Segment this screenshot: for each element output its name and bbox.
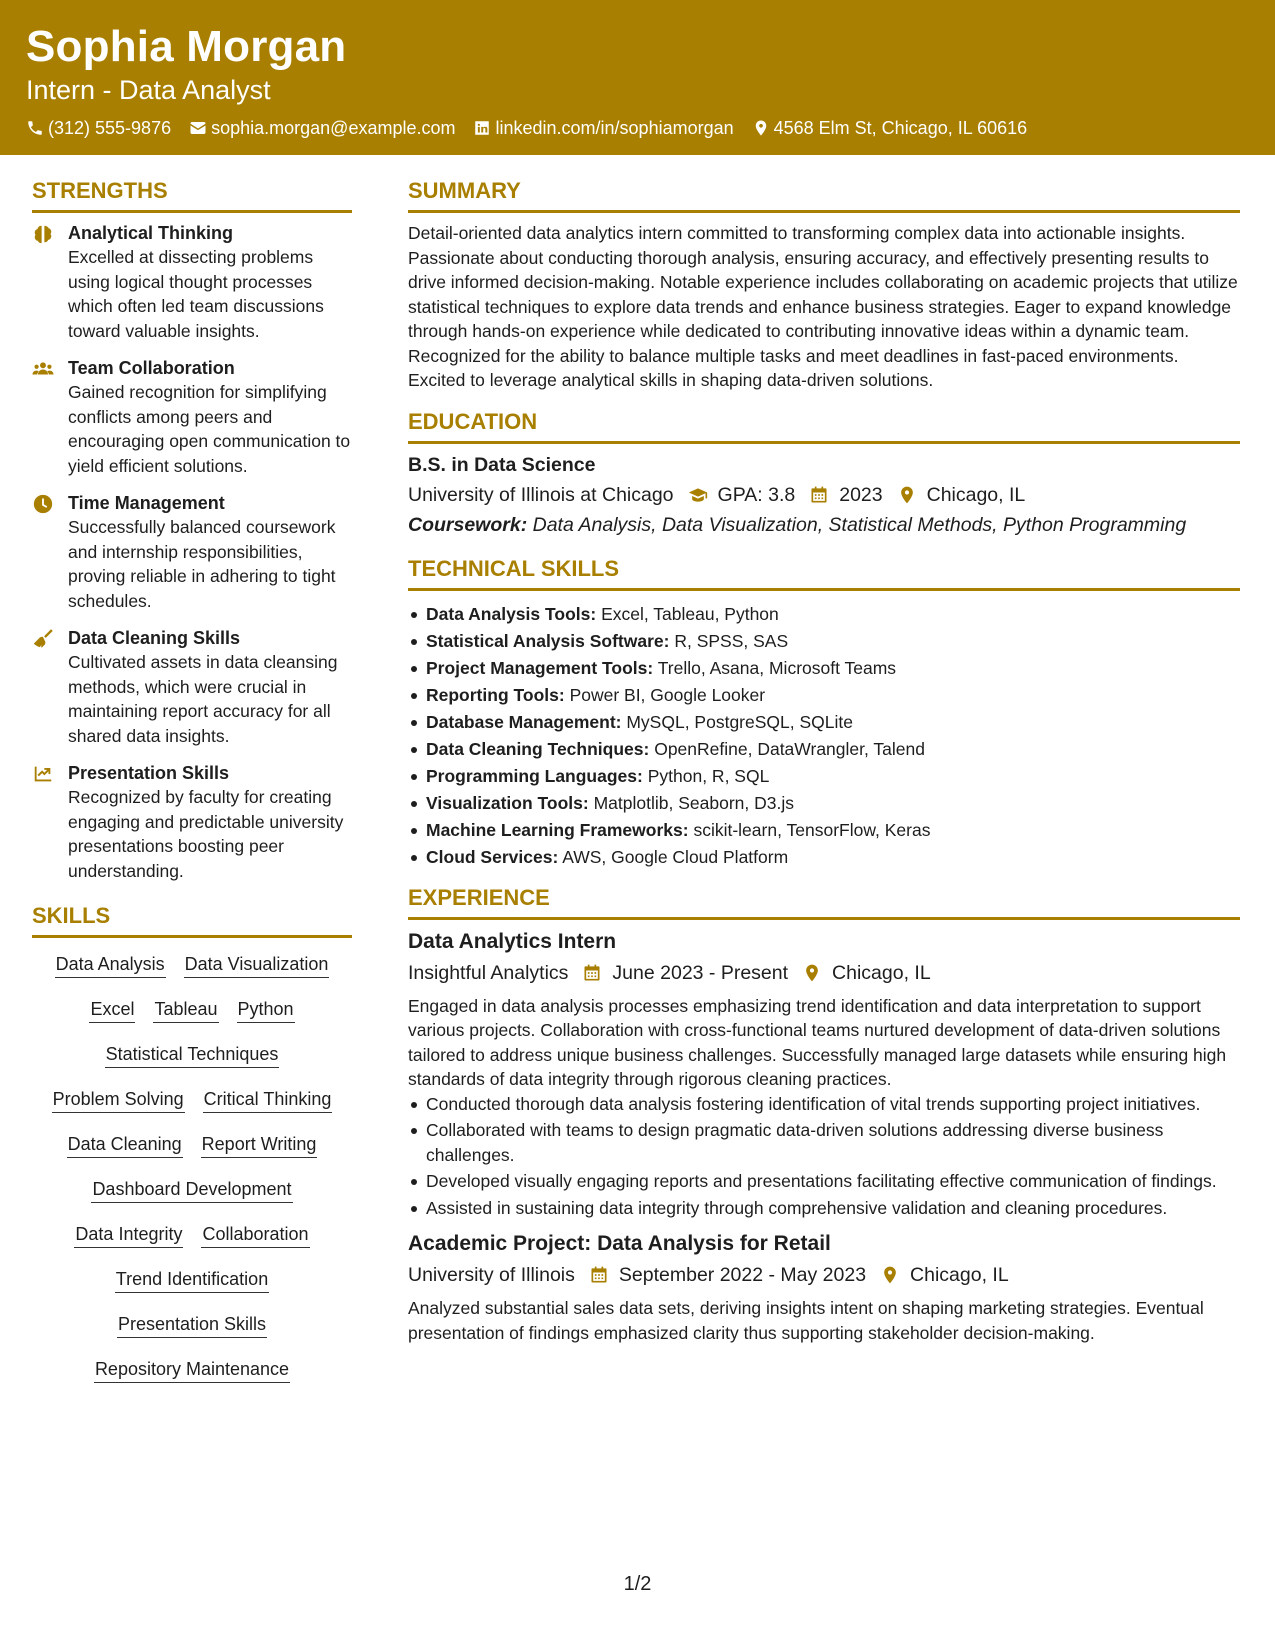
calendar-icon xyxy=(589,1265,609,1285)
experience-heading: EXPERIENCE xyxy=(408,883,1240,920)
strength-title: Data Cleaning Skills xyxy=(68,628,241,648)
skill-tag: Excel xyxy=(89,997,135,1023)
contact-phone[interactable] xyxy=(26,116,171,140)
list-item: Conducted thorough data analysis fostering identification of vital trends supporting project initiatives. xyxy=(408,1092,1240,1117)
job-company: University of Illinois xyxy=(408,1264,575,1286)
users-icon xyxy=(32,358,54,380)
skill-tag: Tableau xyxy=(153,997,218,1023)
map-pin-icon xyxy=(897,485,917,505)
list-item xyxy=(408,817,1240,844)
skill-tag: Data Cleaning xyxy=(67,1132,183,1158)
strength-item xyxy=(32,221,352,343)
chart-line-icon xyxy=(32,763,54,785)
phone-text: (312) 555-9876 xyxy=(48,118,172,138)
tech-skill-value: Matplotlib, Seaborn, D3.js xyxy=(593,792,794,813)
coursework-label: Coursework: xyxy=(408,513,528,536)
job-description: Engaged in data analysis processes emphasizing trend identification and data interpretation to support various projects. Collaboration with cross-functional teams nurtured development of data-driven solutions tailored to address unique business challenges. Successfully managed large datasets while ensuring high standards of data integrity through rigorous cleaning practices. xyxy=(408,995,1227,1089)
map-pin-icon xyxy=(752,119,770,137)
list-item xyxy=(408,790,1240,817)
job-location: Chicago, IL xyxy=(832,961,931,984)
address-text: 4568 Elm St, Chicago, IL 60616 xyxy=(773,118,1028,138)
skill-tag: Report Writing xyxy=(201,1132,318,1158)
left-column xyxy=(32,176,352,1402)
strength-description: Recognized by faculty for creating engaging and predictable university presentations boosting peer understanding. xyxy=(68,787,344,881)
job-location: Chicago, IL xyxy=(910,1264,1009,1286)
skill-tag: Critical Thinking xyxy=(203,1087,333,1113)
list-item xyxy=(408,709,1240,736)
email-text: sophia.morgan@example.com xyxy=(211,118,456,138)
tech-skill-label: Statistical Analysis Software: xyxy=(426,630,670,651)
job-company: Insightful Analytics xyxy=(408,961,569,984)
skill-tag: Dashboard Development xyxy=(91,1177,292,1203)
education-degree: B.S. in Data Science xyxy=(408,453,596,476)
list-item xyxy=(408,682,1240,709)
list-item: Collaborated with teams to design pragmatic data-driven solutions addressing diverse business challenges. xyxy=(408,1118,1240,1167)
summary-text: Detail-oriented data analytics intern committed to transforming complex data into actionable insights. Passionate about conducting thorough analysis, ensuring accuracy, and effectively presenting results to drive informed decision-making. Notable experience includes collaborating on academic projects that utilize statistical techniques to explore data trends and enhance business strategies. Eager to expand knowledge through hands-on experience while dedicated to contributing innovative ideas within a dynamic team. Recognized for the ability to balance multiple tasks and meet deadlines in fast-paced environments. Excited to leverage analytical skills in shaping data-driven solutions. xyxy=(408,223,1238,390)
tech-skill-value: R, SPSS, SAS xyxy=(674,630,789,651)
tech-skill-value: Python, R, SQL xyxy=(647,765,770,786)
job-dates: September 2022 - May 2023 xyxy=(618,1264,867,1286)
tech-skill-label: Cloud Services: xyxy=(426,846,559,867)
clock-icon xyxy=(32,493,54,515)
broom-icon xyxy=(32,628,54,650)
contact-bar xyxy=(26,116,1249,140)
list-item xyxy=(408,628,1240,655)
skill-tag: Data Integrity xyxy=(74,1222,183,1248)
strength-description: Successfully balanced coursework and internship responsibilities, proving reliable in adhering to tight schedules. xyxy=(68,517,336,611)
strength-item xyxy=(32,626,352,748)
strength-item xyxy=(32,491,352,613)
tech-skill-value: MySQL, PostgreSQL, SQLite xyxy=(626,711,853,732)
list-item: Assisted in sustaining data integrity through comprehensive validation and cleaning procedures. xyxy=(408,1196,1240,1221)
experience-entry xyxy=(408,928,1240,1221)
education-meta xyxy=(408,480,1240,510)
job-bullets xyxy=(408,1092,1240,1221)
education-location: Chicago, IL xyxy=(926,483,1026,506)
contact-email[interactable] xyxy=(189,116,455,140)
strength-description: Cultivated assets in data cleansing methods, which were crucial in maintaining report accuracy for all shared data insights. xyxy=(68,652,338,746)
tech-skill-value: Trello, Asana, Microsoft Teams xyxy=(657,657,897,678)
tech-skill-label: Data Analysis Tools: xyxy=(426,603,597,624)
tech-skill-value: AWS, Google Cloud Platform xyxy=(562,846,789,867)
skill-tag: Trend Identification xyxy=(115,1267,269,1293)
tech-skill-value: OpenRefine, DataWrangler, Talend xyxy=(654,738,925,759)
candidate-role: Intern - Data Analyst xyxy=(26,75,271,105)
tech-skill-label: Reporting Tools: xyxy=(426,684,565,705)
calendar-icon xyxy=(809,485,829,505)
graduation-cap-icon xyxy=(688,485,708,505)
skill-tag: Data Analysis xyxy=(55,952,166,978)
coursework-text: Data Analysis, Data Visualization, Statistical Methods, Python Programming xyxy=(532,513,1187,536)
tech-skill-label: Visualization Tools: xyxy=(426,792,589,813)
skills-list xyxy=(32,946,352,1383)
tech-skill-label: Project Management Tools: xyxy=(426,657,654,678)
right-column xyxy=(408,176,1240,1345)
list-item: Developed visually engaging reports and presentations facilitating effective communication of findings. xyxy=(408,1169,1240,1194)
education-heading: EDUCATION xyxy=(408,407,1240,444)
map-pin-icon xyxy=(880,1265,900,1285)
education-year: 2023 xyxy=(839,483,883,506)
job-title: Data Analytics Intern xyxy=(408,929,617,953)
tech-skill-value: scikit-learn, TensorFlow, Keras xyxy=(693,819,931,840)
technical-skills-heading: TECHNICAL SKILLS xyxy=(408,554,1240,591)
list-item xyxy=(408,655,1240,682)
job-title: Academic Project: Data Analysis for Retail xyxy=(408,1232,831,1255)
strength-item xyxy=(32,761,352,883)
calendar-icon xyxy=(582,963,602,983)
job-description: Analyzed substantial sales data sets, deriving insights intent on shaping marketing strategies. Eventual presentation of findings emphasized clarity thus supporting stakeholder decision-making. xyxy=(408,1298,1204,1343)
skill-tag: Presentation Skills xyxy=(117,1312,267,1338)
strengths-heading: STRENGTHS xyxy=(32,176,352,213)
resume-header xyxy=(0,0,1275,155)
skill-tag: Collaboration xyxy=(201,1222,309,1248)
tech-skill-value: Power BI, Google Looker xyxy=(569,684,766,705)
strength-item xyxy=(32,356,352,478)
candidate-name: Sophia Morgan xyxy=(26,22,347,71)
tech-skill-label: Data Cleaning Techniques: xyxy=(426,738,650,759)
tech-skill-label: Database Management: xyxy=(426,711,622,732)
skill-tag: Statistical Techniques xyxy=(105,1042,280,1068)
strength-title: Team Collaboration xyxy=(68,358,235,378)
list-item xyxy=(408,763,1240,790)
linkedin-icon xyxy=(473,119,491,137)
job-meta xyxy=(408,958,1240,988)
linkedin-text: linkedin.com/in/sophiamorgan xyxy=(495,118,734,138)
list-item xyxy=(408,736,1240,763)
tech-skill-value: Excel, Tableau, Python xyxy=(601,603,779,624)
list-item xyxy=(408,601,1240,628)
education-school: University of Illinois at Chicago xyxy=(408,483,674,506)
skill-tag: Problem Solving xyxy=(52,1087,185,1113)
phone-icon xyxy=(26,119,44,137)
experience-entry xyxy=(408,1230,1240,1345)
job-dates: June 2023 - Present xyxy=(612,961,789,984)
brain-icon xyxy=(32,223,54,245)
tech-skill-label: Machine Learning Frameworks: xyxy=(426,819,689,840)
map-pin-icon xyxy=(802,963,822,983)
education-gpa: GPA: 3.8 xyxy=(717,483,796,506)
skill-tag: Python xyxy=(237,997,295,1023)
contact-linkedin[interactable] xyxy=(473,116,733,140)
envelope-icon xyxy=(189,119,207,137)
job-meta xyxy=(408,1260,1240,1290)
technical-skills-list xyxy=(408,599,1240,871)
strength-title: Presentation Skills xyxy=(68,763,230,783)
page-number: 1/2 xyxy=(623,1573,652,1595)
skills-heading: SKILLS xyxy=(32,901,352,938)
education-coursework xyxy=(408,510,1240,540)
skill-tag: Data Visualization xyxy=(184,952,330,978)
strength-title: Time Management xyxy=(68,493,225,513)
contact-address xyxy=(752,116,1028,140)
tech-skill-label: Programming Languages: xyxy=(426,765,643,786)
summary-heading: SUMMARY xyxy=(408,176,1240,213)
strength-title: Analytical Thinking xyxy=(68,223,234,243)
list-item xyxy=(408,844,1240,871)
strength-description: Excelled at dissecting problems using logical thought processes which often led team discussions toward valuable insights. xyxy=(68,247,324,341)
skill-tag: Repository Maintenance xyxy=(94,1357,290,1383)
strength-description: Gained recognition for simplifying conflicts among peers and encouraging open communication to yield efficient solutions. xyxy=(68,382,351,476)
